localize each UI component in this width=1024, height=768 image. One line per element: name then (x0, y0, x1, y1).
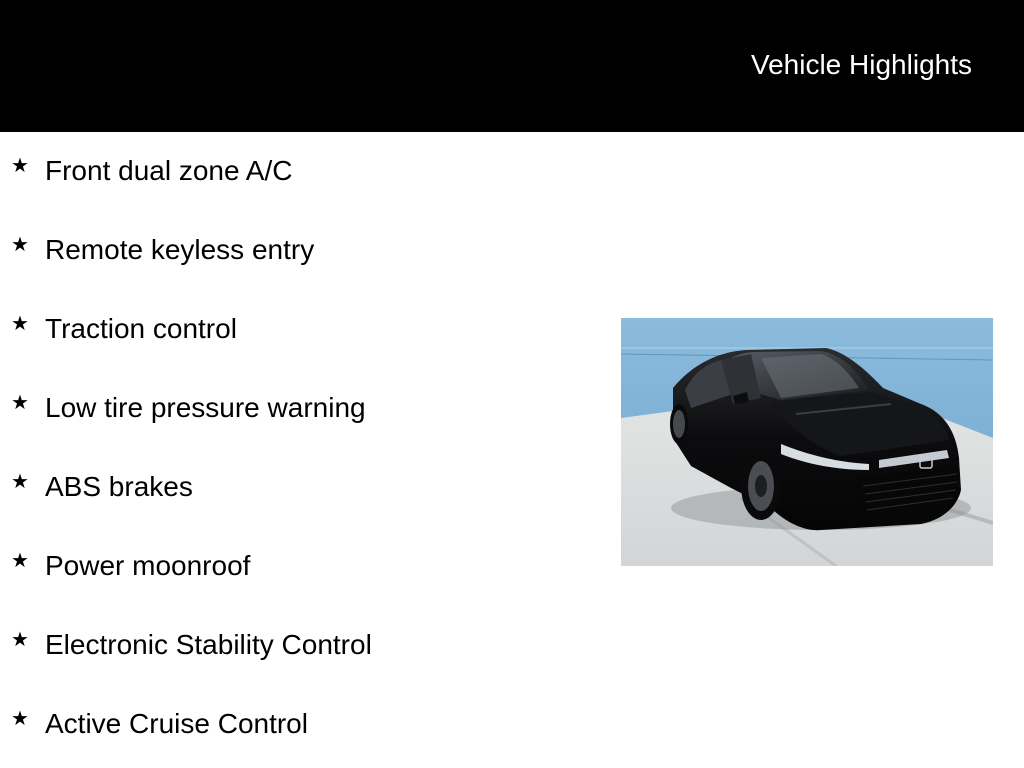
highlight-label: Power moonroof (45, 550, 251, 581)
highlight-label: Traction control (45, 313, 237, 344)
vehicle-photo (621, 318, 993, 566)
highlight-label: Active Cruise Control (45, 708, 308, 739)
highlight-label: Low tire pressure warning (45, 392, 366, 423)
star-icon: ★ (11, 550, 29, 572)
page-title: Vehicle Highlights (750, 49, 972, 80)
star-icon: ★ (11, 629, 29, 651)
highlight-label: Front dual zone A/C (45, 155, 293, 186)
star-icon: ★ (11, 234, 29, 256)
star-icon: ★ (11, 313, 29, 335)
star-icon: ★ (11, 392, 29, 414)
star-icon: ★ (11, 471, 29, 493)
highlight-label: ABS brakes (45, 471, 193, 502)
star-icon: ★ (11, 708, 29, 730)
highlight-label: Remote keyless entry (45, 234, 315, 265)
vehicle-image (621, 318, 993, 566)
star-icon: ★ (11, 155, 29, 177)
header-bar (0, 0, 1024, 132)
highlight-label: Electronic Stability Control (45, 629, 372, 660)
